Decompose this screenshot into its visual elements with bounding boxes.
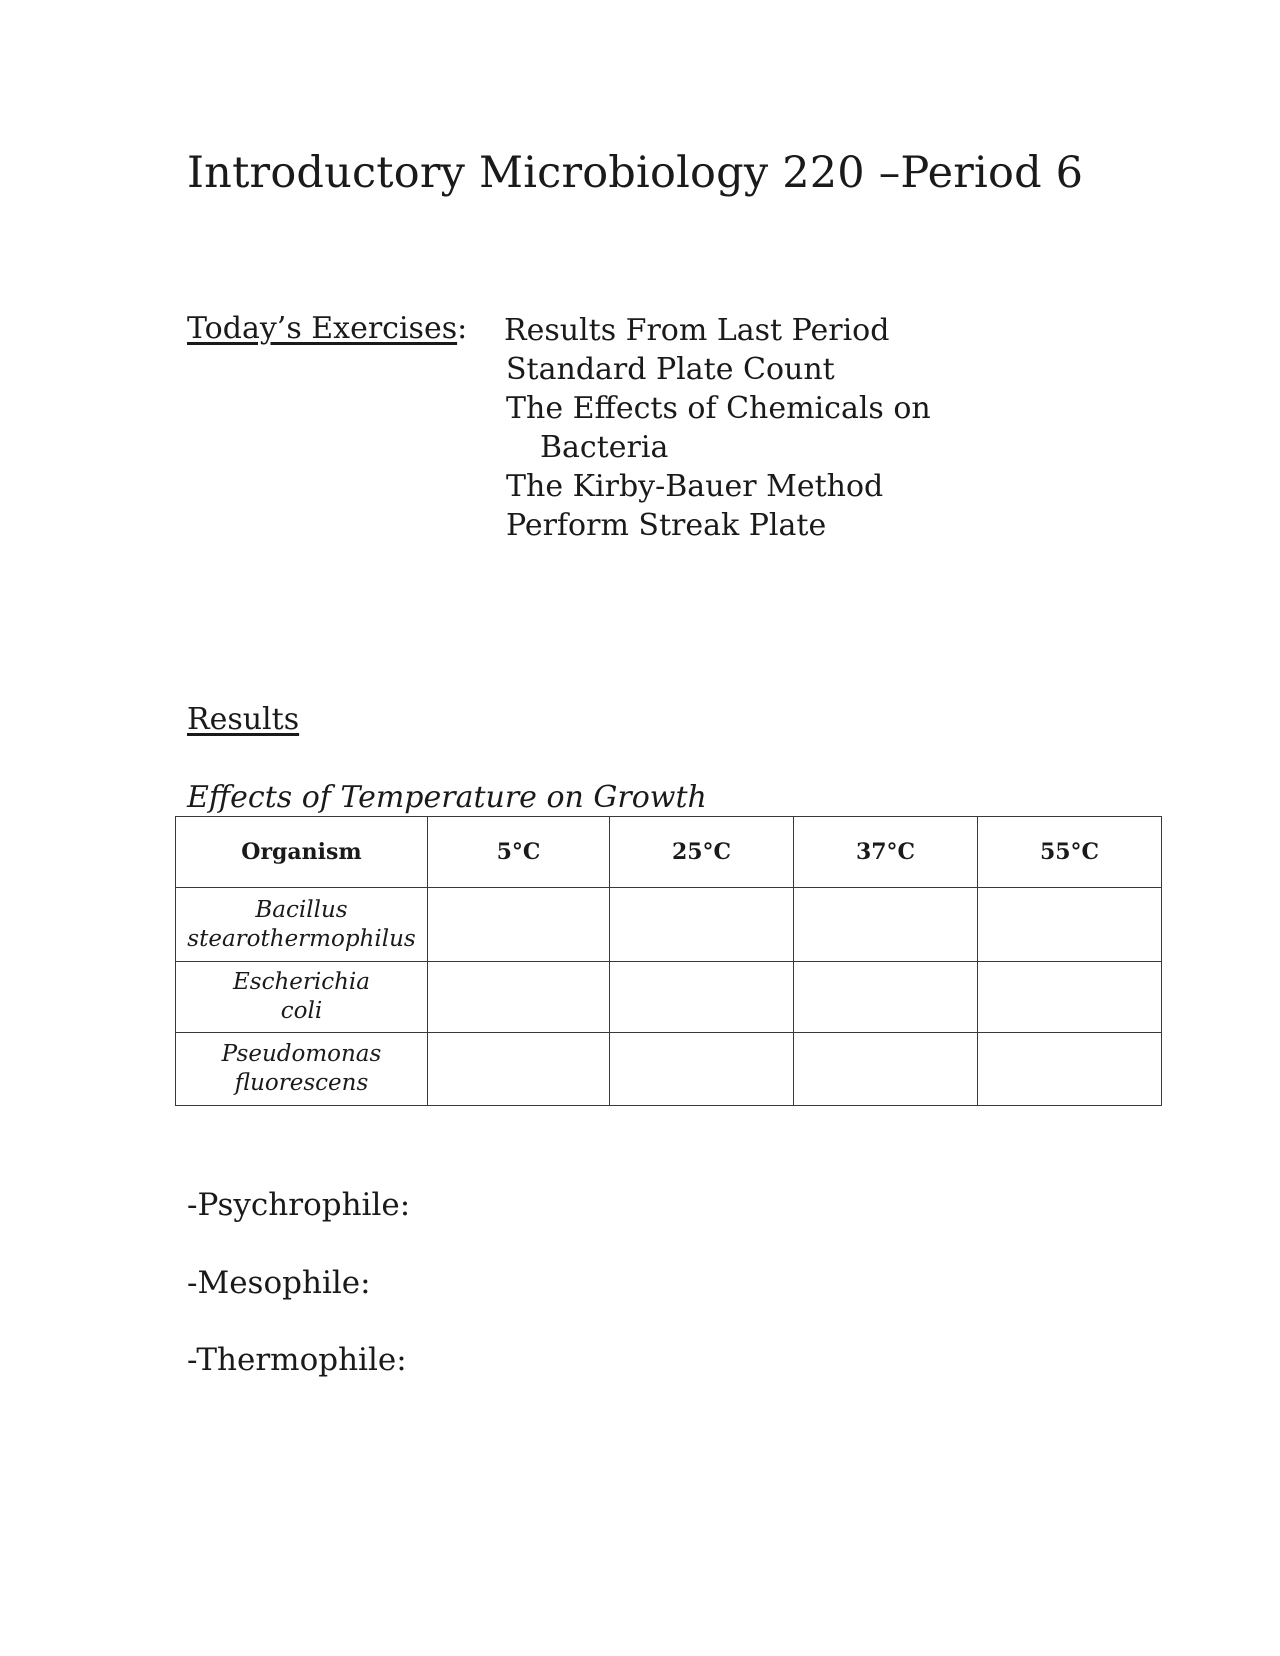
growth-cell-55c[interactable]: [978, 888, 1162, 962]
organism-cell: [176, 1033, 428, 1106]
results-heading: Results: [187, 702, 300, 737]
growth-cell-37c[interactable]: [794, 888, 978, 962]
growth-cell-25c[interactable]: [610, 962, 794, 1033]
table-row: [176, 962, 1162, 1033]
exercise-item: Perform Streak Plate: [506, 508, 827, 543]
table-header-row: [176, 817, 1162, 888]
organism-species: fluorescens: [234, 1070, 369, 1096]
exercise-list: [506, 311, 931, 545]
temperature-growth-table: [175, 816, 1162, 1106]
header-55c: 55°C: [978, 817, 1162, 888]
growth-cell-37c[interactable]: [794, 962, 978, 1033]
exercises-label-colon: :: [457, 311, 468, 346]
organism-genus: Escherichia: [232, 969, 370, 995]
exercises-label: [187, 311, 467, 346]
exercise-item: The Effects of Chemicals on: [506, 391, 931, 426]
table-caption: Effects of Temperature on Growth: [187, 780, 707, 815]
classification-psychrophile: -Psychrophile:: [187, 1187, 411, 1223]
table-row: [176, 888, 1162, 962]
classification-mesophile: -Mesophile:: [187, 1265, 371, 1301]
growth-cell-37c[interactable]: [794, 1033, 978, 1106]
organism-species: stearothermophilus: [187, 925, 416, 952]
classification-thermophile: -Thermophile:: [187, 1342, 407, 1378]
header-25c: 25°C: [610, 817, 794, 888]
organism-species: coli: [280, 998, 323, 1024]
organism-genus: Bacillus: [255, 896, 348, 923]
exercise-item-continuation: Bacteria: [540, 430, 669, 465]
header-37c: 37°C: [794, 817, 978, 888]
organism-cell: [176, 888, 428, 962]
growth-cell-5c[interactable]: [428, 888, 610, 962]
growth-cell-5c[interactable]: [428, 962, 610, 1033]
growth-cell-5c[interactable]: [428, 1033, 610, 1106]
exercise-item: Standard Plate Count: [506, 352, 835, 387]
organism-cell: [176, 962, 428, 1033]
exercises-label-text: Today’s Exercises: [187, 311, 458, 346]
growth-cell-25c[interactable]: [610, 1033, 794, 1106]
growth-cell-55c[interactable]: [978, 962, 1162, 1033]
header-5c: 5°C: [428, 817, 610, 888]
header-organism: Organism: [176, 817, 428, 888]
growth-cell-55c[interactable]: [978, 1033, 1162, 1106]
growth-cell-25c[interactable]: [610, 888, 794, 962]
exercise-item: The Kirby-Bauer Method: [506, 469, 884, 504]
exercise-item: Results From Last Period: [504, 313, 890, 348]
table-row: [176, 1033, 1162, 1106]
organism-genus: Pseudomonas: [221, 1041, 382, 1067]
page-title: Introductory Microbiology 220 –Period 6: [187, 148, 1084, 198]
